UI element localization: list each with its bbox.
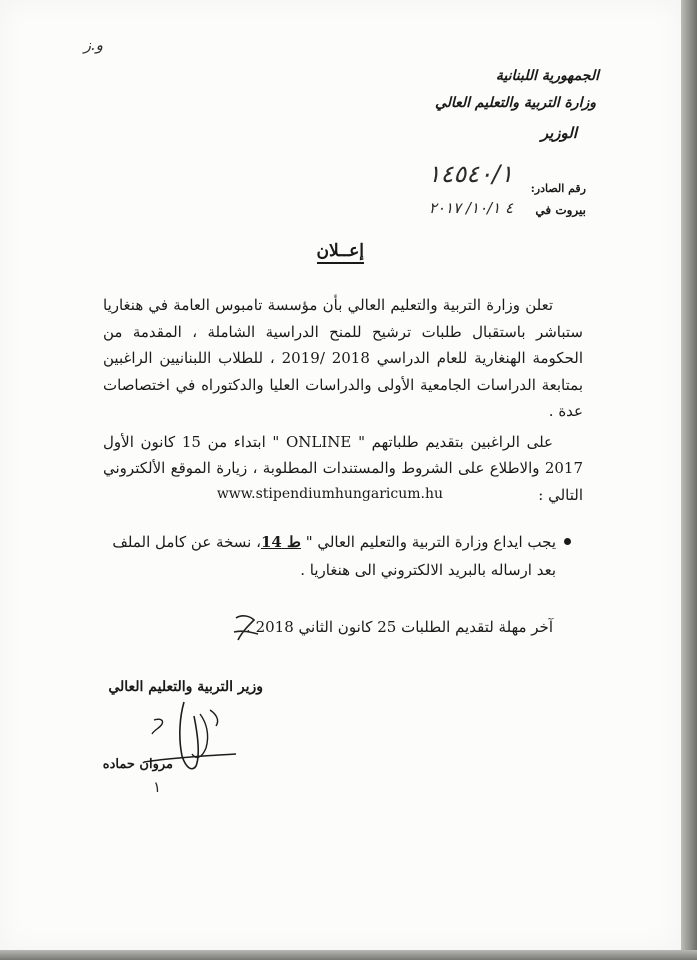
handwritten-check-icon (232, 612, 260, 646)
body-paragraph-2: على الراغبين بتقديم طلباتهم " ONLINE " ابتداء من 15 كانون الأول 2017 والاطلاع على الشروط والمستندات المطلوبة ، زيارة الموقع الألكتروني التالي : (103, 432, 583, 504)
body-paragraph-1: تعلن وزارة التربية والتعليم العالي بأن مؤسسة تامبوس العامة في هنغاريا ستباشر باستقبال طلبات ترشيح للمنح الدراسية الشاملة ، المقدمة من الحكومة الهنغارية للعام الدراسي 2018 /2019 ، للطلاب اللبنانيين الراغبين بمتابعة الدراسات الجامعية الأولى والدراسات العليا والدكتوراه في اختصاصات عدة . (103, 296, 583, 420)
bullet-highlight: ط 14 (260, 533, 301, 551)
signature-mark: ١ (152, 778, 161, 796)
announcement-heading: إعــلان (317, 241, 364, 264)
signatory-title: وزير التربية والتعليم العالي (108, 679, 263, 695)
reference-number-label: رقم الصادر: (530, 182, 586, 195)
bullet-text-before: يجب ايداع وزارة التربية والتعليم العالي " (300, 533, 556, 551)
letterhead-ministry: وزارة التربية والتعليم العالي (434, 95, 596, 111)
website-url[interactable]: www.stipendiumhungaricum.hu (216, 486, 443, 502)
letterhead-republic: الجمهورية اللبنانية (495, 68, 599, 84)
bullet-text-after: ، نسخة عن كامل الملف بعد ارساله بالبريد الالكتروني الى هنغاريا . (112, 533, 556, 579)
date-value: ٤ ١٠/١/ ٢٠١٧ (428, 199, 513, 217)
corner-handwritten-mark: و.ز (83, 36, 103, 54)
place-date-label: بيروت في (535, 203, 586, 217)
letterhead-minister-title: الوزير (540, 124, 577, 142)
page-bottom-shadow (0, 950, 697, 960)
deadline-text: آخر مهلة لتقديم الطلبات 25 كانون الثاني 2018 . (246, 618, 553, 636)
announcement-body (103, 292, 583, 508)
reference-number-value: ١٤٥٤٠/١ (427, 160, 513, 188)
bullet-note (111, 528, 581, 584)
page-edge-shadow (681, 0, 697, 960)
signatory-name: مروان حماده (102, 757, 173, 772)
